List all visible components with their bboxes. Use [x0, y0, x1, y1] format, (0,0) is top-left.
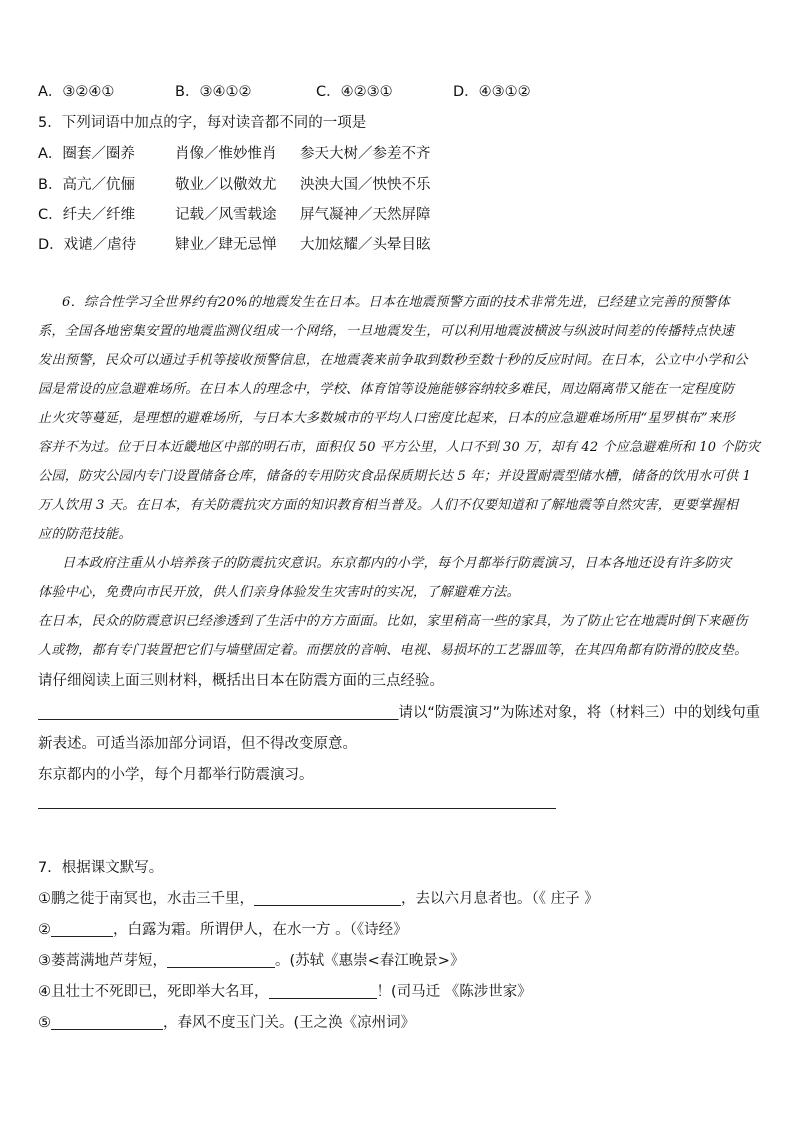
q6-task2-line1	[38, 703, 760, 723]
answer-blank[interactable]	[51, 1013, 163, 1030]
q6-material1-line: 园是常设的应急避难场所。在日本人的理念中，学校、体育馆等设施能够容纳较多难民，周边隔离带又能在一定程度防	[38, 382, 735, 397]
q6-material3-line: 人或物，都有专门装置把它们与墙壁固定着。而摆放的音响、电视、易损坏的工艺器皿等，在其四角都有防滑的胶皮垫。	[38, 643, 748, 658]
answer-line[interactable]	[38, 808, 556, 809]
q4-option-a: A．③②④①	[38, 84, 115, 100]
q4-option-b: B．③④①②	[175, 84, 252, 100]
q4-option-d: D．④③①②	[453, 84, 531, 100]
q5-row-c-col3: 屏气凝神／天然屏障	[300, 207, 431, 223]
q6-material3-line: 在日本，民众的防震意识已经渗透到了生活中的方方面面。比如，家里稍高一些的家具，为了防止它在地震时倒下来砸伤	[38, 614, 748, 629]
q7-item-text: ④且壮士不死即已，死即举大名耳，	[38, 984, 269, 1000]
q7-item-4	[38, 982, 532, 1002]
q7-item-text: ，白露为霜。所谓伊人，在水一方 。（《诗经》	[113, 922, 408, 938]
q7-item-text: ，去以六月息者也。（《 庄子 》	[401, 891, 599, 907]
q6-material1-line: 万人饮用 3 天。在日本，有关防震抗灾方面的知识教育相当普及。人们不仅要知道和了解地震等自然灾害，更要掌握相	[38, 498, 739, 513]
q7-item-text: ②	[38, 922, 51, 938]
answer-blank[interactable]	[51, 920, 113, 937]
q6-material1-line: 应的防范技能。	[38, 527, 132, 542]
q6-material2-line: 日本政府注重从小培养孩子的防震抗灾意识。东京都内的小学，每个月都举行防震演习，日本各地还设有许多防灾	[62, 556, 732, 571]
answer-blank[interactable]	[269, 982, 377, 999]
q6-material1-line: 6．综合性学习全世界约有20%的地震发生在日本。日本在地震预警方面的技术非常先进，已经建立完善的预警体	[62, 295, 730, 310]
q7-item-1	[38, 889, 599, 909]
q5-row-c-col2: 记载／风雪载途	[175, 207, 277, 223]
q5-row-a-col1: A．圈套／圈养	[38, 146, 135, 162]
q7-item-text: ①鹏之徙于南冥也，水击三千里，	[38, 891, 254, 907]
q5-stem: 5．下列词语中加点的字，每对读音都不同的一项是	[38, 115, 367, 131]
answer-blank[interactable]	[254, 889, 401, 906]
q5-row-b-col3: 泱泱大国／怏怏不乐	[300, 177, 431, 193]
q6-task2-line2: 新表述。可适当添加部分词语，但不得改变原意。	[38, 736, 357, 752]
q7-stem: 7．根据课文默写。	[38, 860, 164, 876]
q6-task2-sentence: 东京都内的小学，每个月都举行防震演习。	[38, 767, 314, 783]
q5-row-b-col1: B．高亢／伉俪	[38, 177, 135, 193]
q7-item-text: ！(司马迁 《陈涉世家》	[376, 984, 532, 1000]
q5-row-d-col3: 大加炫耀／头晕目眩	[300, 237, 431, 253]
answer-blank[interactable]	[167, 951, 275, 968]
q7-item-text: ⑤	[38, 1015, 51, 1031]
q5-row-b-col2: 敬业／以儆效尤	[175, 177, 277, 193]
q6-material1-line: 发出预警，民众可以通过手机等接收预警信息，在地震袭来前争取到数秒至数十秒的反应时间。在日本，公立中小学和公	[38, 353, 748, 368]
q7-item-text: 。(苏轼《惠崇<春江晚景>》	[275, 953, 465, 969]
q6-task2-text: 请以“防震演习”为陈述对象，将（材料三）中的划线句重	[398, 705, 761, 721]
q7-item-text: ，春风不度玉门关。(王之涣《凉州词》	[163, 1015, 416, 1031]
q5-row-a-col2: 肖像／惟妙惟肖	[175, 146, 277, 162]
q5-row-d-col1: D．戏谑／虐待	[38, 237, 137, 253]
q7-item-text: ③蒌蒿满地芦芽短，	[38, 953, 167, 969]
q5-row-a-col3: 参天大树／参差不齐	[300, 146, 431, 162]
q5-row-c-col1: C．纤夫／纤维	[38, 207, 136, 223]
q7-item-3	[38, 951, 464, 971]
q7-item-2	[38, 920, 408, 940]
q6-material1-line: 容并不为过。位于日本近畿地区中部的明石市，面积仅 50 平方公里，人口不到 30 万，却有 42 个应急避难所和 10 个防灾	[38, 440, 761, 455]
q6-material1-line: 系，全国各地密集安置的地震监测仪组成一个网络，一旦地震发生，可以利用地震波横波与纵波时间差的传播特点快速	[38, 324, 735, 339]
q6-material2-line: 体验中心，免费向市民开放，供人们亲身体验发生灾害时的实况，了解避难方法。	[38, 585, 520, 600]
q4-option-c: C．④②③①	[316, 84, 393, 100]
q6-material1-line: 公园，防灾公园内专门设置储备仓库，储备的专用防灾食品保质期长达 5 年；并设置耐震型储水槽，储备的饮用水可供 1	[38, 469, 752, 484]
answer-blank[interactable]	[38, 703, 399, 720]
q6-material1-line: 止火灾等蔓延，是理想的避难场所，与日本大多数城市的平均人口密度比起来，日本的应急避难场所用“星罗棋布”来形	[38, 411, 735, 426]
q6-task1: 请仔细阅读上面三则材料，概括出日本在防震方面的三点经验。	[38, 673, 444, 689]
q5-row-d-col2: 肄业／肆无忌惮	[175, 237, 277, 253]
q7-item-5	[38, 1013, 415, 1033]
